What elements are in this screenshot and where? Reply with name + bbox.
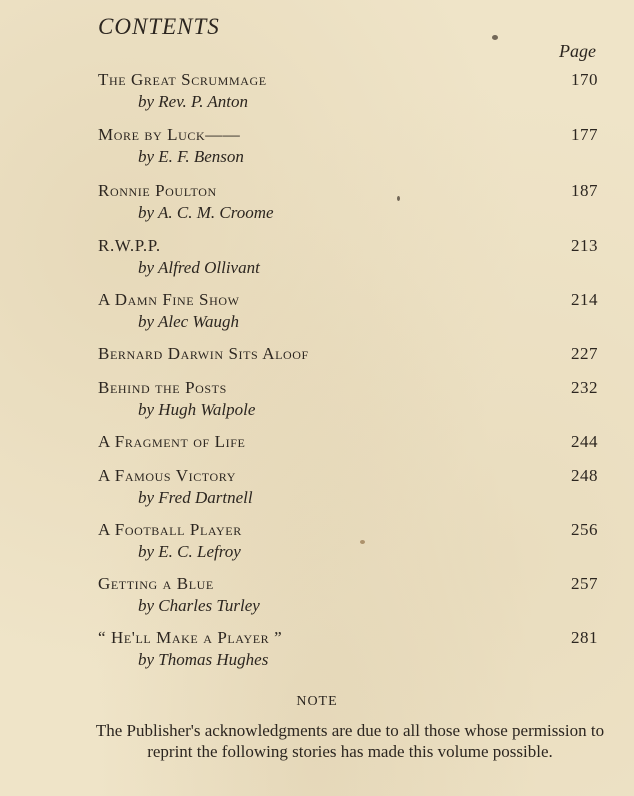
entry-page-number: 187 <box>571 181 598 200</box>
entry-title: Behind the Posts <box>98 378 227 397</box>
page-column-label: Page <box>559 41 596 61</box>
entry-page-number: 256 <box>571 520 598 539</box>
entry-title: A Famous Victory <box>98 466 236 485</box>
entry-page-number: 232 <box>571 378 598 397</box>
entry-title: The Great Scrummage <box>98 70 267 89</box>
entry-author: by Thomas Hughes <box>138 650 269 669</box>
contents-entry <box>98 180 598 224</box>
note-body: The Publisher's acknowledgments are due to all those whose permission to reprint the following stories has made this volume possible. <box>95 721 605 761</box>
contents-heading: CONTENTS <box>98 14 220 39</box>
contents-entry <box>98 235 598 279</box>
entry-author: by Charles Turley <box>138 596 260 615</box>
entry-author: by Alec Waugh <box>138 312 240 331</box>
entry-title: More by Luck—— <box>98 125 241 144</box>
entry-title: A Fragment of Life <box>98 432 246 451</box>
entry-author: by Alfred Ollivant <box>138 258 260 277</box>
contents-entry <box>98 627 598 671</box>
entry-page-number: 248 <box>571 466 598 485</box>
entry-author: by Hugh Walpole <box>138 400 256 419</box>
entry-page-number: 214 <box>571 290 598 309</box>
entry-page-number: 170 <box>571 70 598 89</box>
contents-entry <box>98 69 598 113</box>
entry-author: by Fred Dartnell <box>138 488 253 507</box>
contents-entry <box>98 519 598 563</box>
note-heading: NOTE <box>296 694 338 709</box>
contents-entry <box>98 377 598 421</box>
ink-speck-mark <box>492 35 498 40</box>
entry-author: by E. C. Lefroy <box>138 542 241 561</box>
contents-entry <box>98 289 598 333</box>
entry-page-number: 213 <box>571 236 598 255</box>
entry-title: R.W.P.P. <box>98 236 161 255</box>
entry-title: “ He'll Make a Player ” <box>98 628 283 647</box>
entry-title: Ronnie Poulton <box>98 181 217 200</box>
contents-entry <box>98 573 598 617</box>
entry-title: A Damn Fine Show <box>98 290 240 309</box>
entry-author: by E. F. Benson <box>138 147 244 166</box>
entry-title: Bernard Darwin Sits Aloof <box>98 344 309 363</box>
contents-entry <box>98 343 598 365</box>
entry-author: by Rev. P. Anton <box>138 92 249 111</box>
contents-entry <box>98 465 598 509</box>
contents-entry <box>98 124 598 168</box>
contents-entry <box>98 431 598 453</box>
entry-page-number: 227 <box>571 344 598 363</box>
entry-title: A Football Player <box>98 520 242 539</box>
entry-page-number: 177 <box>571 125 598 144</box>
entry-author: by A. C. M. Croome <box>138 203 274 222</box>
entry-title: Getting a Blue <box>98 574 214 593</box>
entry-page-number: 281 <box>571 628 598 647</box>
entry-page-number: 257 <box>571 574 598 593</box>
entry-page-number: 244 <box>571 432 598 451</box>
